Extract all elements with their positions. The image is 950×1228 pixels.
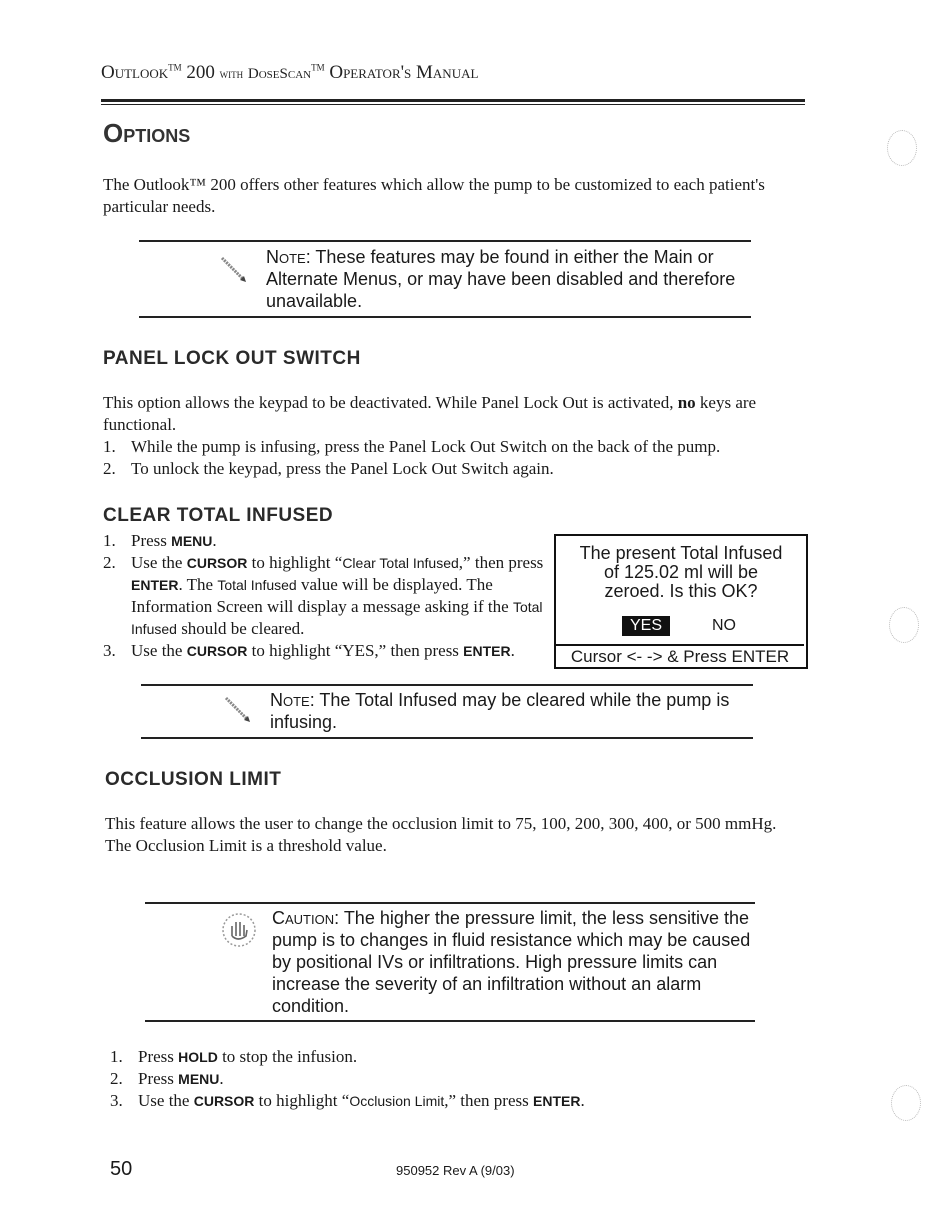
step-text: to highlight “ bbox=[251, 553, 343, 572]
note2-rule-bottom bbox=[141, 737, 753, 739]
screen-footer: Cursor <- -> & Press ENTER bbox=[556, 644, 804, 667]
pencil-icon bbox=[222, 694, 252, 724]
caution-text: The higher the pressure limit, the less sensitive the pump is to changes in fluid resistance which may be caused by positional IVs or infiltrations. High pressure limits can increase the severity of an infiltration without an alarm condition. bbox=[272, 908, 751, 1016]
header-model: 200 bbox=[186, 62, 215, 83]
occlusion-heading: OCCLUSION LIMIT bbox=[105, 769, 282, 790]
panel-lock-heading: PANEL LOCK OUT SWITCH bbox=[103, 348, 361, 369]
menu-item-label: Occlusion Limit bbox=[349, 1093, 445, 1109]
menu-key-label: MENU bbox=[171, 533, 213, 549]
enter-key-label: ENTER bbox=[131, 577, 179, 593]
information-screen bbox=[554, 534, 808, 669]
list-item: 3. Use the CURSOR to highlight “YES,” then press ENTER. bbox=[103, 641, 515, 660]
step-text: should be cleared. bbox=[181, 619, 305, 638]
cursor-key-label: CURSOR bbox=[193, 1093, 255, 1109]
panel-lock-text-bold: no bbox=[677, 393, 696, 412]
step-text: Use the bbox=[131, 641, 183, 660]
step-text: ,” then press bbox=[458, 553, 544, 572]
note1-rule-top bbox=[139, 240, 751, 242]
step-number: 3. bbox=[103, 641, 116, 660]
clear-total-heading: CLEAR TOTAL INFUSED bbox=[103, 505, 334, 526]
list-item: 1. Press MENU. bbox=[103, 531, 217, 550]
step-number: 2. bbox=[103, 553, 116, 572]
step-text: value will be displayed. The Information Screen will display a message asking if the bbox=[131, 575, 509, 616]
list-item bbox=[110, 1046, 800, 1068]
header-dosescan: DoseScan bbox=[247, 66, 312, 82]
note2 bbox=[270, 689, 750, 733]
menu-key-label: MENU bbox=[178, 1071, 220, 1087]
header-rule-bottom bbox=[101, 104, 805, 105]
header-manual: Operator's Manual bbox=[329, 62, 479, 83]
panel-lock-steps bbox=[103, 436, 803, 480]
step-text: Use the bbox=[138, 1091, 190, 1110]
caution-rule-top bbox=[145, 902, 755, 904]
step-text: to stop the infusion. bbox=[222, 1047, 358, 1066]
step-number: 2. bbox=[110, 1069, 123, 1088]
caution-hand-icon bbox=[220, 912, 258, 948]
caution-rule-bottom bbox=[145, 1020, 755, 1022]
step-number: 3. bbox=[110, 1091, 123, 1110]
step-number: 1. bbox=[103, 437, 116, 456]
step-text: to highlight “ bbox=[258, 1091, 350, 1110]
page-title: Options bbox=[103, 118, 191, 148]
panel-lock-text-b: keys are functional. bbox=[103, 393, 757, 434]
screen-line: The present Total Infused bbox=[579, 543, 783, 563]
occlusion-steps bbox=[110, 1046, 800, 1112]
step-number: 2. bbox=[103, 459, 116, 478]
step-number: 1. bbox=[110, 1047, 123, 1066]
pencil-icon bbox=[218, 254, 248, 284]
step-text: To unlock the keypad, press the Panel Lock Out Switch again. bbox=[131, 459, 554, 478]
note2-rule-top bbox=[141, 684, 753, 686]
panel-lock-paragraph bbox=[103, 392, 803, 436]
header-tm: TM bbox=[168, 62, 182, 73]
list-item bbox=[103, 458, 803, 480]
running-header bbox=[101, 62, 478, 84]
step-text: Press bbox=[138, 1069, 174, 1088]
list-item: 3. Use the CURSOR to highlight “Occlusion Limit,” then press ENTER. bbox=[110, 1091, 585, 1110]
menu-item-label: Clear Total Infused bbox=[342, 555, 459, 571]
step-text: Press bbox=[138, 1047, 174, 1066]
field-label: Total Infused bbox=[217, 577, 297, 593]
note1 bbox=[266, 246, 746, 312]
header-with: with bbox=[219, 66, 244, 81]
list-item: 2. Press MENU. bbox=[110, 1069, 224, 1088]
intro-paragraph: The Outlook™ 200 offers other features which allow the pump to be customized to each patient's particular needs. bbox=[103, 175, 765, 216]
document-revision: 950952 Rev A (9/03) bbox=[396, 1163, 515, 1178]
header-tm2: TM bbox=[311, 62, 325, 73]
punch-hole bbox=[891, 1085, 921, 1121]
screen-no-option[interactable]: NO bbox=[712, 617, 736, 634]
step-text: Use the bbox=[131, 553, 183, 572]
hold-key-label: HOLD bbox=[178, 1049, 218, 1065]
list-item bbox=[103, 436, 803, 458]
step-text: Press bbox=[131, 531, 167, 550]
step-number: 1. bbox=[103, 531, 116, 550]
list-item bbox=[103, 552, 553, 640]
panel-lock-text-a: This option allows the keypad to be deactivated. While Panel Lock Out is activated, bbox=[103, 393, 674, 412]
cursor-key-label: CURSOR bbox=[186, 555, 248, 571]
step-text: While the pump is infusing, press the Panel Lock Out Switch on the back of the pump. bbox=[131, 437, 721, 456]
screen-message bbox=[556, 544, 806, 601]
note1-text: These features may be found in either the Main or Alternate Menus, or may have been disabled and therefore unavailable. bbox=[266, 247, 736, 311]
step-text: . The bbox=[178, 575, 214, 594]
note2-label: Note: bbox=[270, 690, 315, 710]
punch-hole bbox=[887, 130, 917, 166]
screen-yes-option[interactable]: YES bbox=[622, 616, 670, 636]
punch-hole bbox=[889, 607, 919, 643]
header-product: Outlook bbox=[101, 62, 169, 83]
note1-label: Note: bbox=[266, 247, 311, 267]
screen-line: of 125.02 ml will be bbox=[603, 562, 759, 582]
enter-key-label: ENTER bbox=[463, 643, 511, 659]
note1-rule-bottom bbox=[139, 316, 751, 318]
header-rule-top bbox=[101, 99, 805, 102]
cursor-key-label: CURSOR bbox=[186, 643, 248, 659]
caution-label: Caution: bbox=[272, 908, 340, 928]
occlusion-paragraph: This feature allows the user to change the occlusion limit to 75, 100, 200, 300, 400, or 500 mmHg. The Occlusion Limit is a threshold value. bbox=[105, 814, 777, 855]
field-label: Total Infused bbox=[131, 599, 543, 637]
note2-text: The Total Infused may be cleared while the pump is infusing. bbox=[270, 690, 730, 732]
caution bbox=[272, 907, 754, 1017]
step-text: to highlight “YES,” then press bbox=[251, 641, 459, 660]
step-text: ,” then press bbox=[444, 1091, 529, 1110]
enter-key-label: ENTER bbox=[533, 1093, 581, 1109]
clear-total-steps bbox=[103, 530, 553, 662]
screen-line: zeroed. Is this OK? bbox=[604, 581, 758, 601]
page-number: 50 bbox=[110, 1158, 133, 1180]
